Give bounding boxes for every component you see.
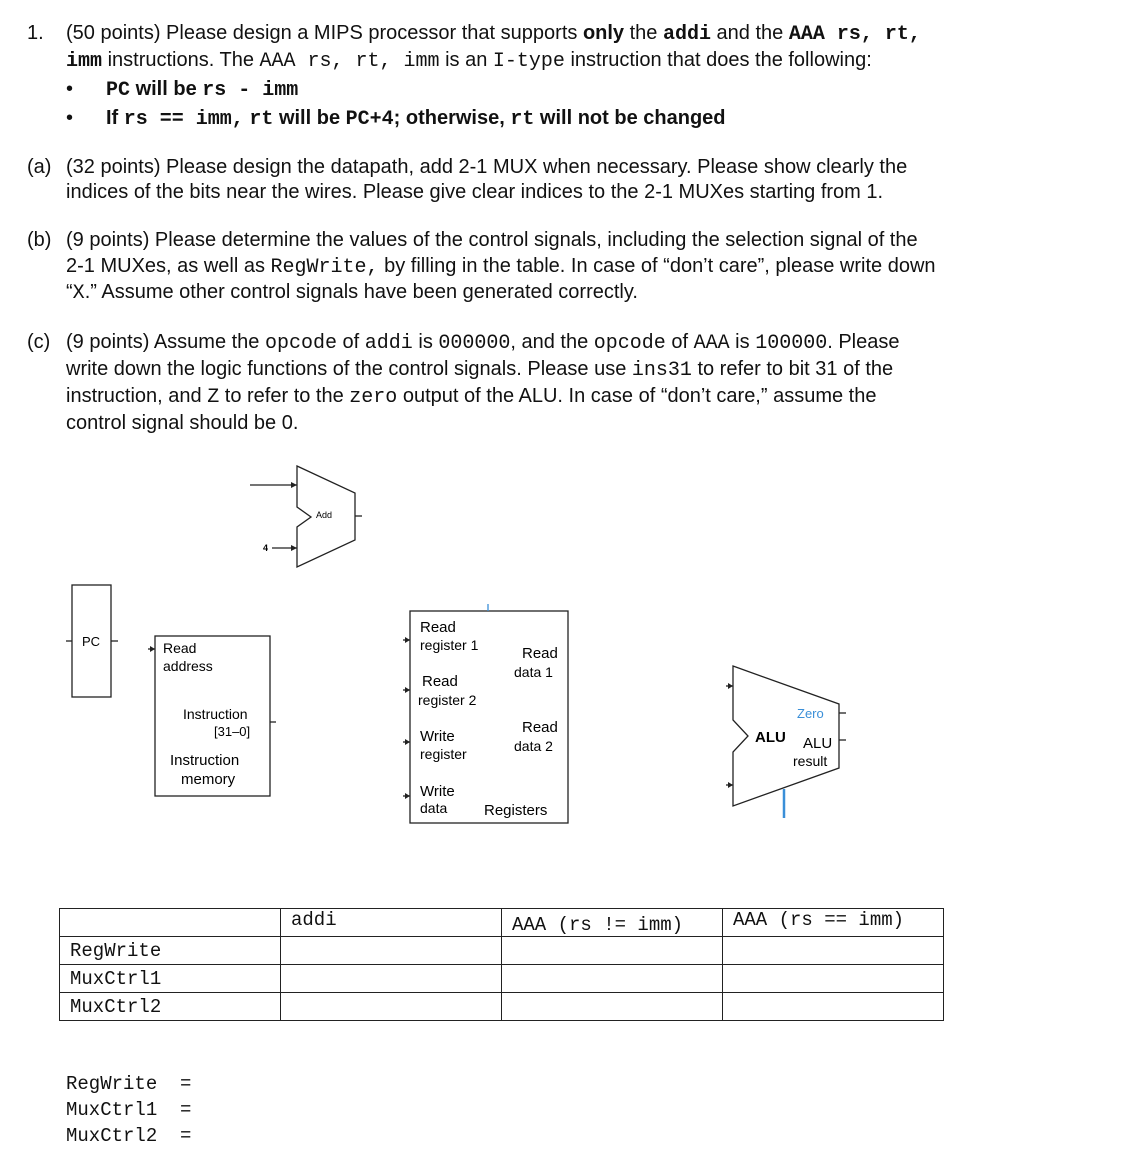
answer-cell[interactable] bbox=[502, 965, 723, 993]
imem-instruction-label: Instruction bbox=[183, 706, 248, 722]
equation-muxctrl1[interactable]: MuxCtrl1 = bbox=[66, 1099, 192, 1121]
part-b-line2: 2-1 MUXes, as well as RegWrite, by filling in the table. In case of “don’t care”, please write down bbox=[66, 255, 936, 279]
problem-intro-line1: (50 points) Please design a MIPS processor that supports only the addi and the AAA rs, rt, bbox=[66, 22, 921, 46]
part-b-label: (b) bbox=[27, 229, 52, 251]
alu-zero-label: Zero bbox=[797, 706, 824, 721]
bullet-dot: • bbox=[66, 107, 74, 129]
table-row bbox=[60, 937, 944, 965]
regs-title: Registers bbox=[484, 802, 548, 819]
regs-write-label: Write bbox=[420, 728, 455, 745]
part-c-line2: write down the logic functions of the control signals. Please use ins31 to refer to bit 31 of the bbox=[66, 358, 894, 382]
part-a-label: (a) bbox=[27, 156, 52, 178]
problem-intro-line2: imm instructions. The AAA rs, rt, imm is an I-type instruction that does the following: bbox=[66, 49, 872, 73]
table-header-row bbox=[60, 909, 944, 937]
answer-cell[interactable] bbox=[281, 993, 502, 1021]
regs-register2-label: register 2 bbox=[418, 692, 477, 708]
part-a-line2: indices of the bits near the wires. Please give clear indices to the 2-1 MUXes starting from 1. bbox=[66, 181, 884, 203]
part-c-line3: instruction, and Z to refer to the zero output of the ALU. In case of “don’t care,” assume the bbox=[66, 385, 877, 409]
datapath-diagram bbox=[0, 450, 1134, 840]
problem-number: 1. bbox=[27, 22, 44, 44]
bullet-dot: • bbox=[66, 78, 74, 100]
regs-rd1-data-label: data 1 bbox=[514, 664, 553, 680]
adder-label: Add bbox=[316, 510, 333, 520]
regs-read1-label: Read bbox=[420, 619, 456, 636]
part-b-line1: (9 points) Please determine the values of the control signals, including the selection signal of the bbox=[66, 229, 918, 251]
part-c-line4: control signal should be 0. bbox=[66, 412, 299, 434]
adder bbox=[250, 466, 362, 567]
regs-rd1-label: Read bbox=[522, 645, 558, 662]
part-c-line1: (9 points) Assume the opcode of addi is 000000, and the opcode of AAA is 100000. Please bbox=[66, 331, 900, 355]
table-header-aaa-neq: AAA (rs != imm) bbox=[502, 909, 723, 937]
regs-read2-label: Read bbox=[422, 673, 458, 690]
register-file bbox=[403, 604, 568, 823]
imem-read-label: Read bbox=[163, 640, 197, 656]
part-b-line3: “X.” Assume other control signals have been generated correctly. bbox=[66, 281, 638, 305]
alu bbox=[726, 666, 846, 818]
answer-cell[interactable] bbox=[723, 993, 944, 1021]
regs-rd2-data-label: data 2 bbox=[514, 738, 553, 754]
regs-write-data-label: data bbox=[420, 800, 448, 816]
table-row bbox=[60, 993, 944, 1021]
regs-write-register-label: register bbox=[420, 746, 467, 762]
table-header-aaa-eq: AAA (rs == imm) bbox=[723, 909, 944, 937]
imem-address-label: address bbox=[163, 658, 213, 674]
imem-title-line2: memory bbox=[181, 771, 236, 788]
alu-result-label1: ALU bbox=[803, 735, 833, 752]
alu-result-label2: result bbox=[793, 753, 828, 769]
regs-write2-label: Write bbox=[420, 783, 455, 800]
answer-cell[interactable] bbox=[502, 937, 723, 965]
answer-cell[interactable] bbox=[281, 965, 502, 993]
alu-label: ALU bbox=[755, 729, 786, 746]
answer-cell[interactable] bbox=[723, 937, 944, 965]
regs-register1-label: register 1 bbox=[420, 637, 479, 653]
row-signal-label: MuxCtrl1 bbox=[60, 965, 281, 993]
adder-const-4: 4 bbox=[263, 543, 269, 553]
row-signal-label: RegWrite bbox=[60, 937, 281, 965]
imem-title-line1: Instruction bbox=[170, 752, 240, 769]
pc-label: PC bbox=[82, 634, 101, 649]
imem-bits-label: [31–0] bbox=[214, 724, 251, 739]
table-row bbox=[60, 965, 944, 993]
table-header-addi: addi bbox=[281, 909, 502, 937]
control-signal-table bbox=[59, 908, 944, 1021]
answer-cell[interactable] bbox=[723, 965, 944, 993]
answer-cell[interactable] bbox=[502, 993, 723, 1021]
part-a-line1: (32 points) Please design the datapath, add 2-1 MUX when necessary. Please show clearly the bbox=[66, 156, 908, 178]
part-c-label: (c) bbox=[27, 331, 51, 353]
table-header-blank bbox=[60, 909, 281, 937]
equation-muxctrl2[interactable]: MuxCtrl2 = bbox=[66, 1125, 192, 1147]
instruction-memory bbox=[148, 636, 276, 796]
row-signal-label: MuxCtrl2 bbox=[60, 993, 281, 1021]
regs-rd2-label: Read bbox=[522, 719, 558, 736]
equation-regwrite[interactable]: RegWrite = bbox=[66, 1073, 192, 1095]
answer-cell[interactable] bbox=[281, 937, 502, 965]
pc-register bbox=[66, 585, 118, 697]
